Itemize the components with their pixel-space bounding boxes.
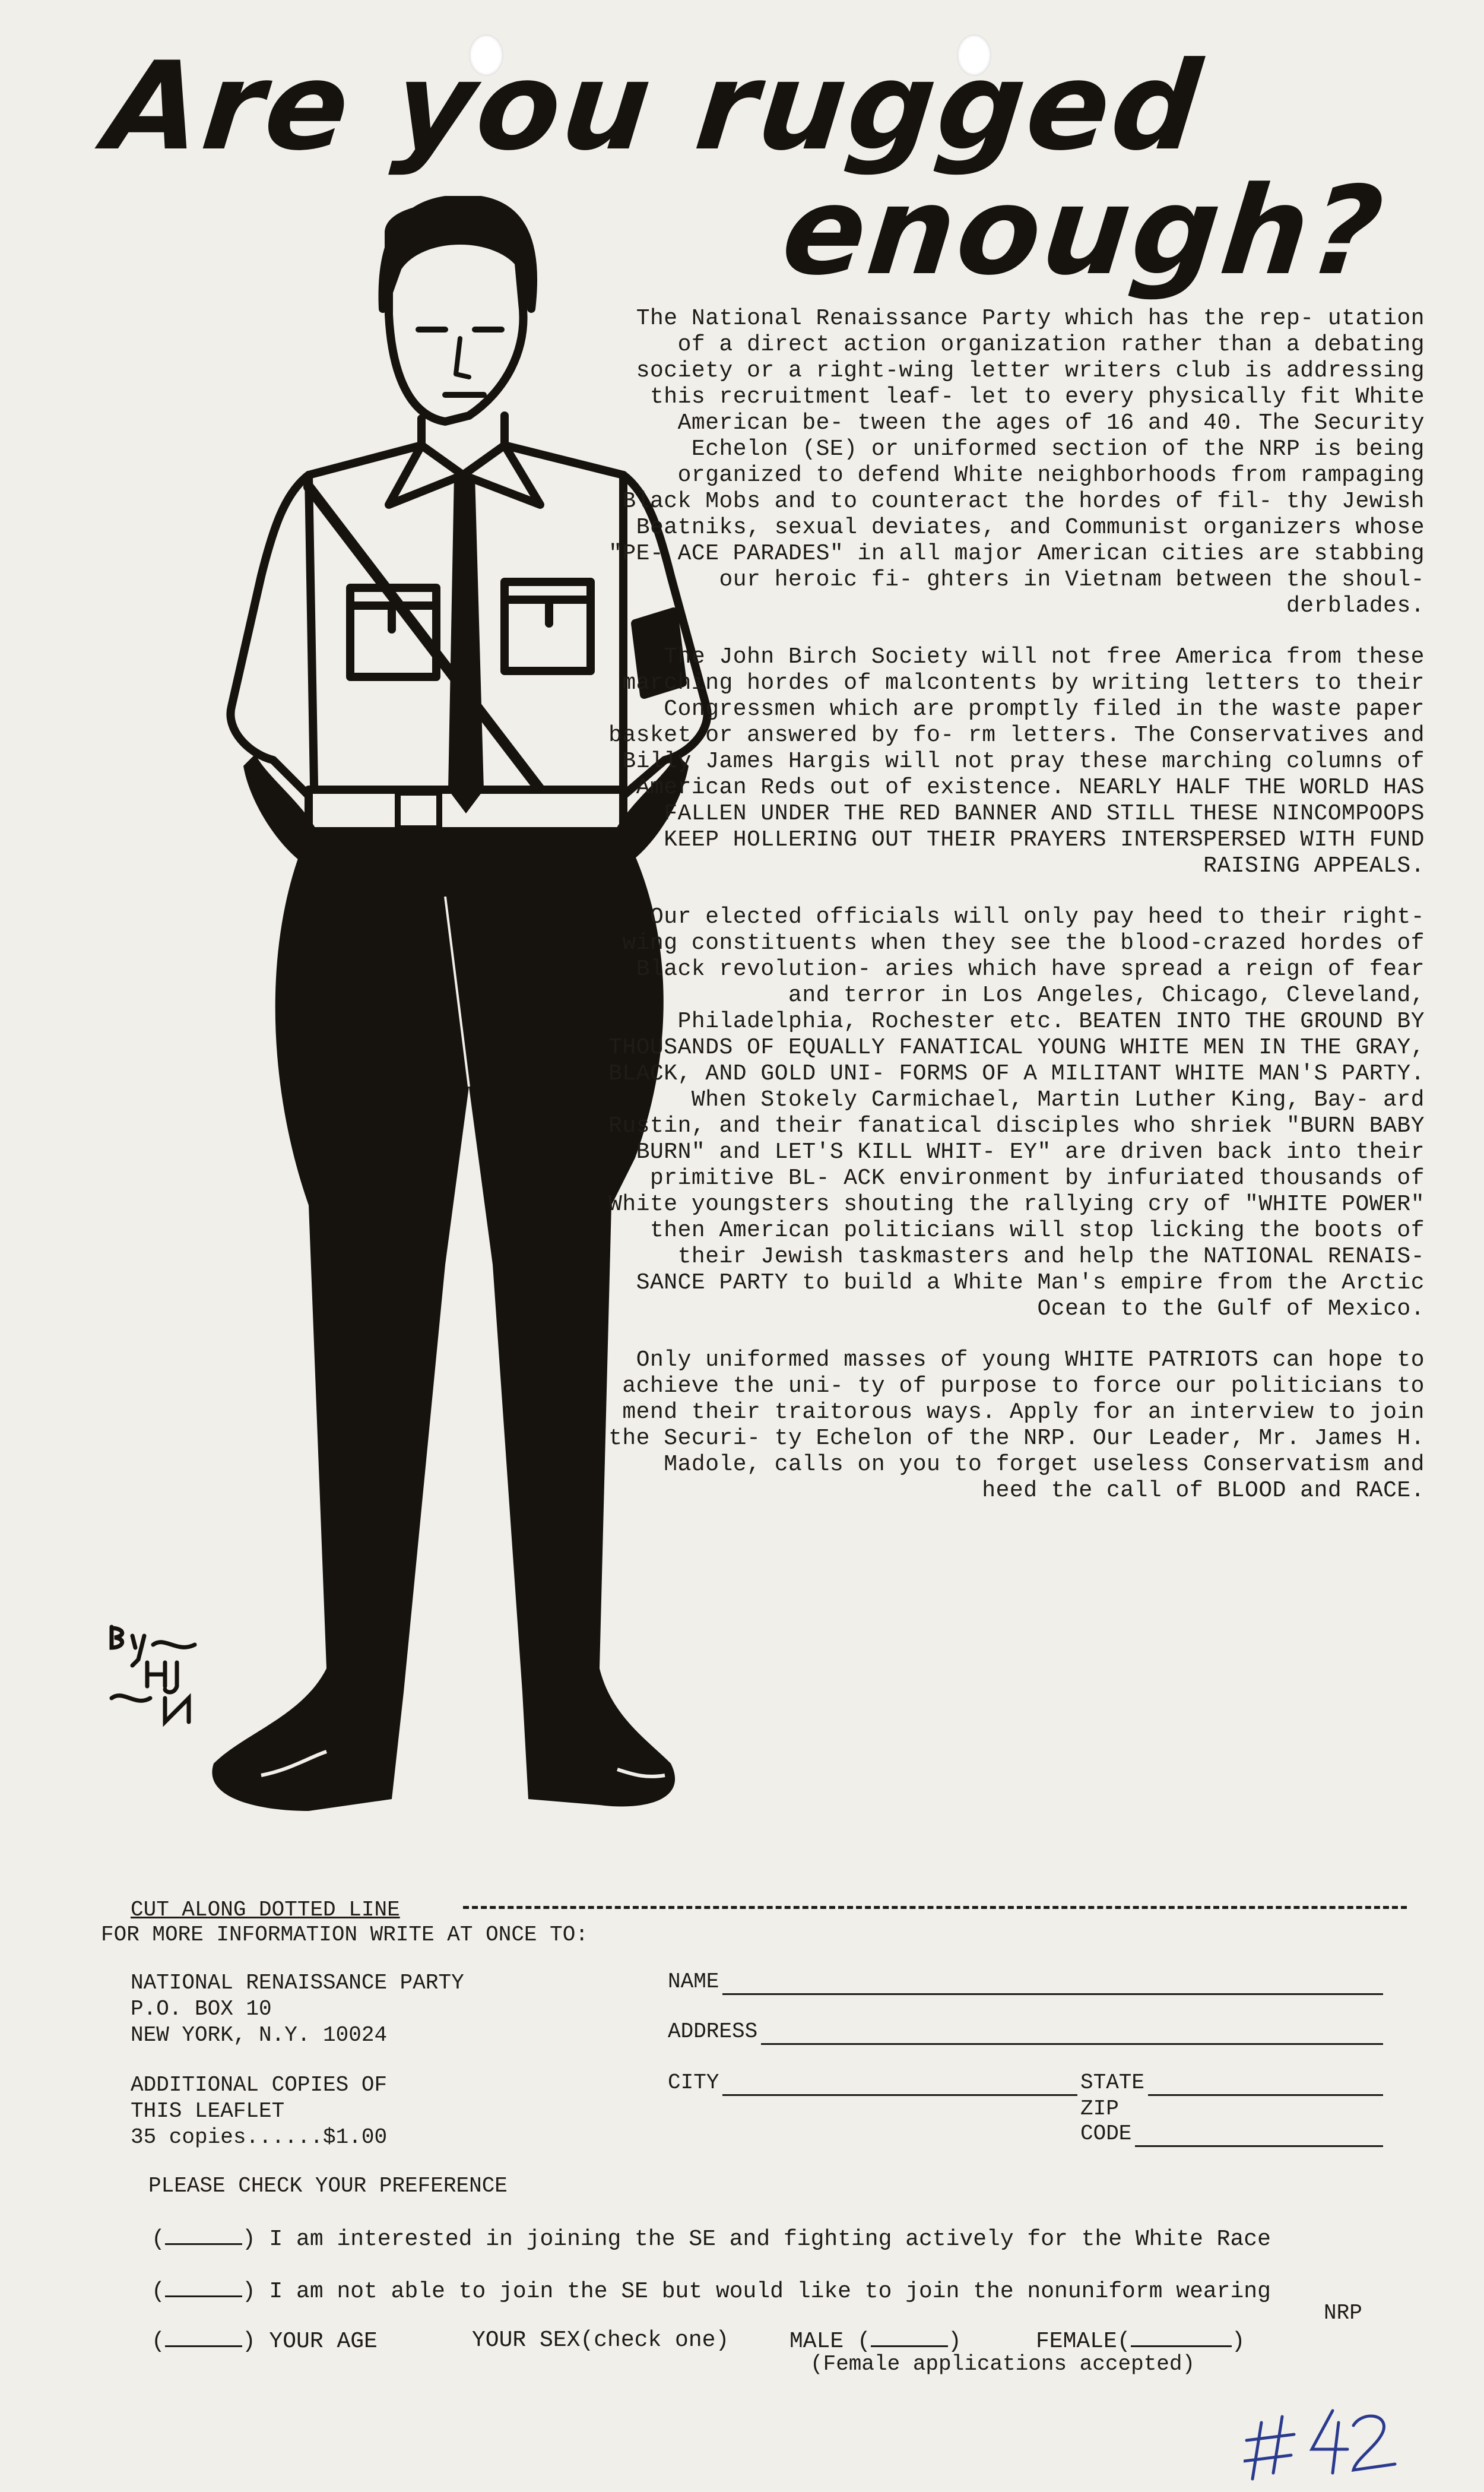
cut-label: CUT ALONG DOTTED LINE xyxy=(131,1898,400,1922)
option-continuation: NRP xyxy=(1324,2301,1362,2325)
female-checkbox[interactable] xyxy=(1131,2328,1232,2347)
zip-code-field[interactable] xyxy=(1080,2121,1383,2147)
headline-line-2: enough? xyxy=(776,161,1391,302)
body-paragraph: The John Birch Society will not free America from these marching hordes of malcontents by writing letters to their Congressmen which are promptly filed in the waste paper basket or answered by fo- rm letters. The Conservatives and Billy James Hargis will not pray these marching columns of American Reds out of existence. NEARLY HALF THE WORLD HAS FALLEN UNDER THE RED BANNER AND STILL THESE NINCOMPOOPS KEEP HOLLERING OUT THEIR PRAYERS INTERSPERSED WITH FUND RAISING APPEALS. xyxy=(608,644,1425,879)
sex-label: YOUR SEX(check one) xyxy=(472,2328,730,2353)
additional-copies xyxy=(131,2072,387,2151)
female-option[interactable]: FEMALE( ) xyxy=(1036,2329,1245,2354)
checkbox-blank[interactable] xyxy=(165,2278,242,2297)
preference-label: PLEASE CHECK YOUR PREFERENCE xyxy=(148,2174,508,2198)
male-label: MALE ( xyxy=(789,2329,871,2354)
checkbox-blank[interactable] xyxy=(165,2225,242,2245)
age-sex-row: ( ) YOUR AGE xyxy=(151,2329,378,2354)
zip-label: ZIP xyxy=(1080,2097,1119,2121)
option-join-se[interactable]: ( ) I am interested in joining the SE and fighting actively for the White Race xyxy=(151,2227,1271,2252)
option-nonuniform[interactable]: ( ) I am not able to join the SE but would like to join the nonuniform wearing xyxy=(151,2279,1271,2304)
female-label: FEMALE( xyxy=(1036,2329,1131,2354)
name-label: NAME xyxy=(668,1969,719,1994)
address-line: P.O. BOX 10 xyxy=(131,1997,272,2021)
city-field[interactable] xyxy=(668,2070,1077,2096)
address-line: NEW YORK, N.Y. 10024 xyxy=(131,2023,388,2047)
state-field[interactable] xyxy=(1080,2070,1383,2096)
name-field[interactable] xyxy=(668,1969,1383,1995)
info-label: FOR MORE INFORMATION WRITE AT ONCE TO: xyxy=(101,1923,588,1947)
mailing-address xyxy=(131,1970,464,2048)
male-checkbox[interactable] xyxy=(871,2328,948,2347)
option-text: I am not able to join the SE but would like to join the nonuniform wearing xyxy=(269,2279,1271,2304)
address-line: NATIONAL RENAISSANCE PARTY xyxy=(131,1971,464,1995)
cut-dotted-line[interactable] xyxy=(463,1906,1407,1909)
copies-line: ADDITIONAL COPIES OF xyxy=(131,2073,388,2097)
city-label: CITY xyxy=(668,2070,719,2095)
state-label: STATE xyxy=(1080,2070,1145,2095)
body-copy xyxy=(605,306,1425,1529)
age-blank[interactable] xyxy=(165,2328,242,2347)
male-option[interactable]: MALE ( ) xyxy=(789,2329,962,2354)
copies-line: 35 copies......$1.00 xyxy=(131,2125,388,2149)
body-paragraph: Only uniformed masses of young WHITE PATRIOTS can hope to achieve the uni- ty of purpose to force our politicians to mend their traitorous ways. Apply for an interview to join the Securi- ty Echelon of the NRP. Our Leader, Mr. James H. Madole, calls on you to forget useless Conservatism and heed the call of BLOOD and RACE. xyxy=(608,1347,1425,1503)
address-field[interactable] xyxy=(668,2019,1383,2045)
code-label: CODE xyxy=(1080,2121,1132,2146)
coupon-header xyxy=(101,1898,1407,1948)
headline-line-1: Are you rugged xyxy=(99,36,1209,178)
body-paragraph: The National Renaissance Party which has the rep- utation of a direct action organization rather than a debating society or a right-wing letter writers club is addressing this recruitment leaf- let to every physically fit White American be- tween the ages of 16 and 40. The Security Echelon (SE) or uniformed section of the NRP is being organized to defend White neighborhoods from rampaging Black Mobs and to counteract the hordes of fil- thy Jewish Beatniks, sexual deviates, and Communist organizers whose "PE- ACE PARADES" in all major American cities are stabbing our heroic fi- ghters in Vietnam between the shoul- derblades. xyxy=(608,306,1425,619)
age-label: YOUR AGE xyxy=(269,2329,378,2354)
address-label: ADDRESS xyxy=(668,2019,758,2044)
handwritten-archive-mark xyxy=(1244,2399,1398,2482)
female-note: (Female applications accepted) xyxy=(810,2352,1196,2376)
body-paragraph: Our elected officials will only pay heed to their right-wing constituents when they see the blood-crazed hordes of Black revolution- aries which have spread a reign of fear and terror in Los Angeles, Chicago, Cleveland, Philadelphia, Rochester etc. BEATEN INTO THE GROUND BY THOUSANDS OF EQUALLY FANATICAL YOUNG WHITE MEN IN THE GRAY, BLACK, AND GOLD UNI- FORMS OF A MILITANT WHITE MAN'S PARTY. When Stokely Carmichael, Martin Luther King, Bay- ard Rustin, and their fanatical disciples who shriek "BURN BABY BURN" and LET'S KILL WHIT- EY" are driven back into their primitive BL- ACK environment by infuriated thousands of White youngsters shouting the rallying cry of "WHITE POWER" then American politicians will stop licking the boots of their Jewish taskmasters and help the NATIONAL RENAIS- SANCE PARTY to build a White Man's empire from the Arctic Ocean to the Gulf of Mexico. xyxy=(608,904,1425,1322)
option-text: I am interested in joining the SE and fighting actively for the White Race xyxy=(269,2227,1271,2252)
copies-line: THIS LEAFLET xyxy=(131,2099,285,2123)
artist-signature xyxy=(106,1615,224,1734)
